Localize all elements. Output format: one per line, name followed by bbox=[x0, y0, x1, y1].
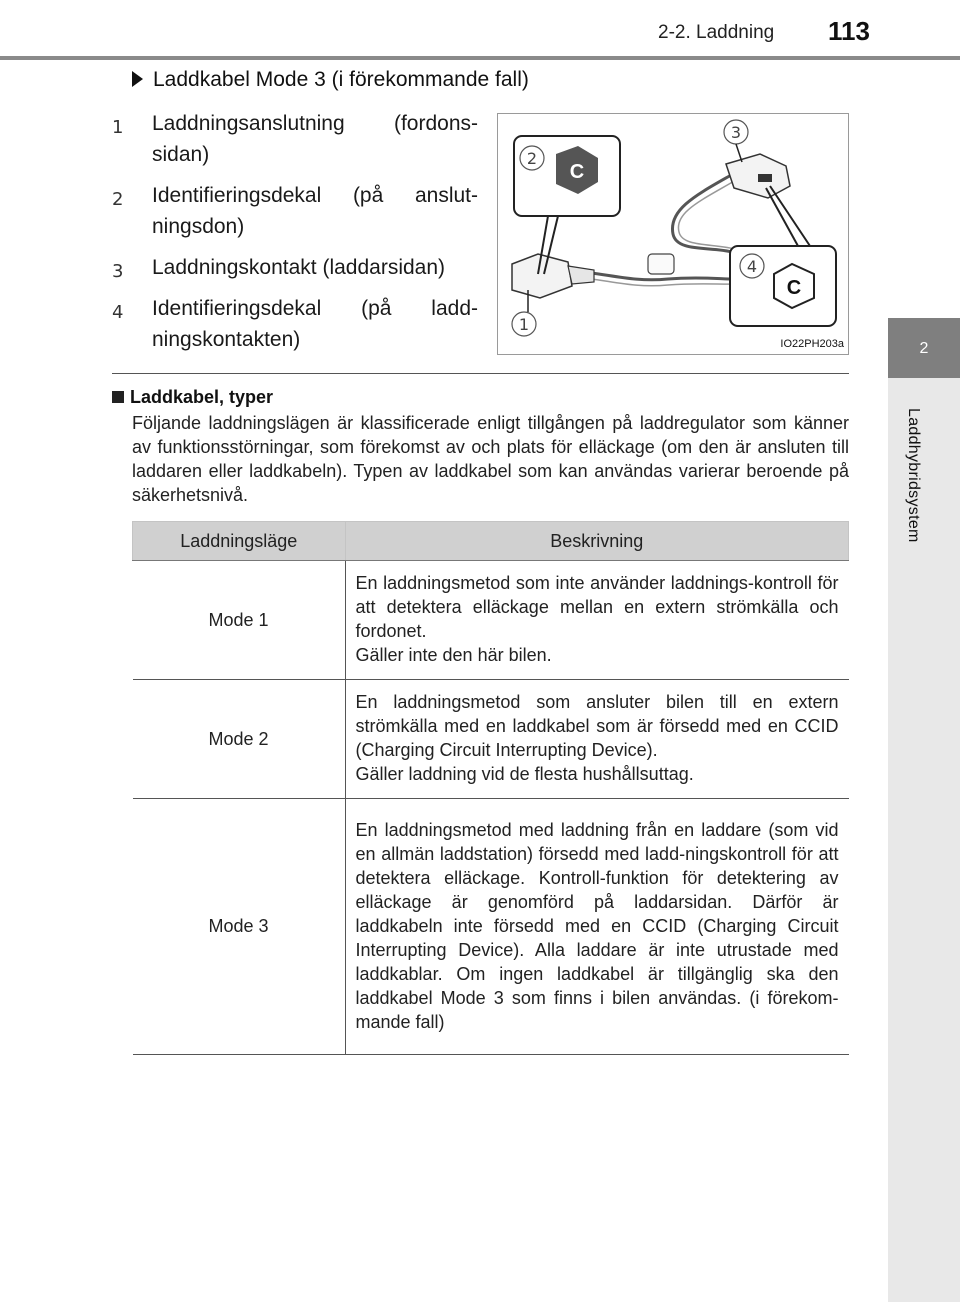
section-paragraph: Följande laddningslägen är klassificerade enligt tillgången på laddregulator som känner av funktionsstörningar, som förekomst av och plats för elläckage (om den är ansluten till laddaren eller laddkabeln). Typen av laddkabel som kan användas varierar beroende på säkerhetsnivå. bbox=[132, 413, 849, 505]
vehicle-connector-icon bbox=[512, 254, 572, 298]
figure-code: IO22PH203a bbox=[780, 338, 844, 350]
callout-number: 2 bbox=[112, 189, 124, 210]
leader-line bbox=[770, 186, 810, 246]
description-cell bbox=[345, 799, 849, 1055]
header-rule bbox=[0, 56, 960, 60]
table-row bbox=[133, 680, 849, 799]
chapter-tab bbox=[888, 318, 960, 378]
charging-cable-illustration bbox=[497, 113, 849, 355]
column-header-mode: Laddningsläge bbox=[133, 522, 346, 561]
callout-number: 1 bbox=[112, 117, 124, 138]
callout-list bbox=[112, 108, 478, 365]
callout-text: Laddningskontakt (laddarsidan) bbox=[152, 256, 446, 279]
description-text: En laddningsmetod som inte använder laddnings-kontroll för att detektera elläckage mellan en extern strömkälla och fordonet. bbox=[355, 573, 839, 641]
column-header-description: Beskrivning bbox=[345, 522, 849, 561]
header-section-title: 2-2. Laddning bbox=[658, 22, 775, 43]
charging-modes-table bbox=[132, 521, 849, 1055]
table-header-row bbox=[133, 522, 849, 561]
description-text: En laddningsmetod som ansluter bilen till en extern strömkälla med en laddkabel som är försedd med en CCID (Charging Circuit Interrupting Device). bbox=[355, 692, 839, 760]
mode-cell: Mode 3 bbox=[133, 799, 346, 1055]
mode-cell: Mode 2 bbox=[133, 680, 346, 799]
description-cell bbox=[345, 561, 849, 680]
callout-text: Laddningsanslutning (fordons-sidan) bbox=[152, 112, 478, 166]
cable-tag bbox=[648, 254, 674, 274]
chapter-strip bbox=[888, 378, 960, 1302]
callout-text: Identifieringsdekal (på ladd-ningskontakten) bbox=[152, 297, 478, 351]
list-item bbox=[112, 180, 478, 242]
page-number: 113 bbox=[828, 16, 870, 46]
cable-drawing bbox=[498, 114, 848, 354]
sticker-letter: C bbox=[569, 161, 585, 183]
badge-label: 4 bbox=[746, 257, 758, 276]
list-item bbox=[112, 252, 478, 283]
subheading-text: Laddkabel Mode 3 (i förekommande fall) bbox=[153, 68, 529, 91]
badge-label: 3 bbox=[730, 123, 742, 142]
mode-cell: Mode 1 bbox=[133, 561, 346, 680]
callout-number: 3 bbox=[112, 261, 124, 282]
sticker-letter: C bbox=[786, 277, 802, 299]
leader-line bbox=[736, 144, 742, 162]
table-row bbox=[133, 561, 849, 680]
section-divider bbox=[112, 373, 849, 374]
list-item bbox=[112, 108, 478, 170]
section-title: Laddkabel, typer bbox=[130, 387, 274, 407]
badge-label: 1 bbox=[518, 315, 530, 334]
plug-contact bbox=[758, 174, 772, 182]
subheading bbox=[132, 68, 529, 92]
description-text: En laddningsmetod med laddning från en laddare (som vid en allmän laddstation) försedd med ladd-ningskontroll för att detektera elläckage. Kontroll-funktion för detektering av elläckage är genomförd på laddarsidan. Därför är laddkabeln inte försedd med en CCID (Charging Circuit Interrupting Device). Alla laddare är inte utrustade med laddkablar. Om ingen laddkabel är tillgänglig ska den laddkabel Mode 3 som finns i bilen användas. (i förekom-mande fall) bbox=[355, 819, 839, 1032]
description-cell bbox=[345, 680, 849, 799]
table-row bbox=[133, 799, 849, 1055]
list-item bbox=[112, 293, 478, 355]
description-note: Gäller laddning vid de flesta hushållsuttag. bbox=[355, 764, 694, 784]
leader-line bbox=[766, 188, 798, 246]
section-heading bbox=[112, 387, 273, 408]
square-bullet-icon bbox=[112, 391, 124, 403]
callout-text: Identifieringsdekal (på anslut-ningsdon) bbox=[152, 184, 478, 238]
chapter-title: Laddhybridsystem bbox=[905, 408, 922, 543]
connector-sleeve bbox=[568, 266, 594, 284]
chapter-number: 2 bbox=[919, 340, 929, 357]
arrow-right-icon bbox=[132, 71, 143, 87]
callout-number: 4 bbox=[112, 302, 124, 323]
description-note: Gäller inte den här bilen. bbox=[355, 645, 552, 665]
badge-label: 2 bbox=[526, 149, 538, 168]
